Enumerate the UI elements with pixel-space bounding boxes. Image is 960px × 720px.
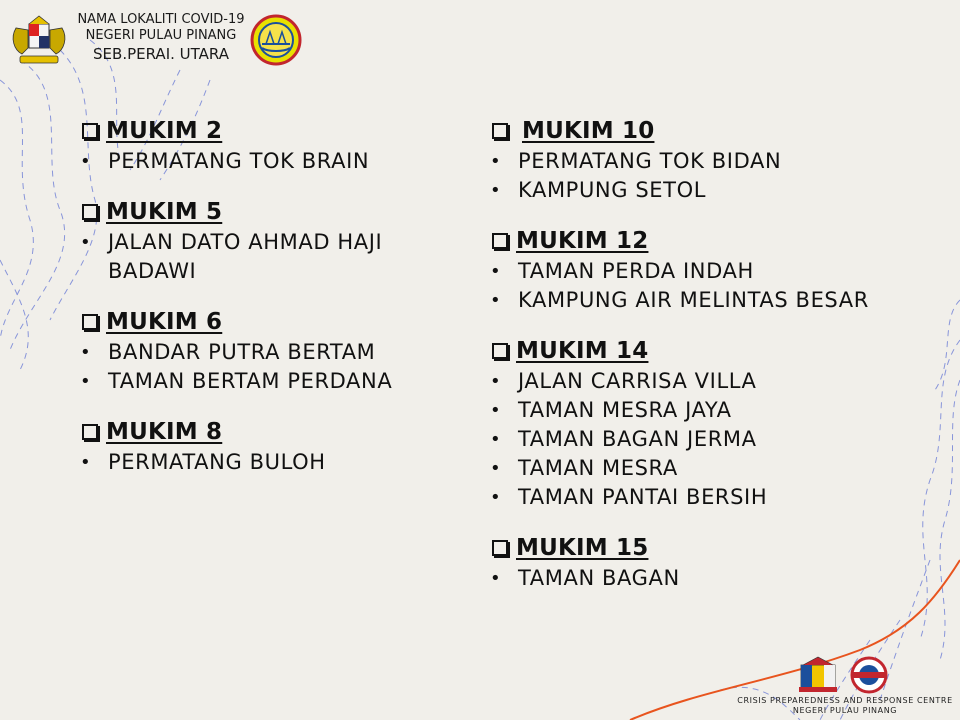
checkbox-icon: [82, 204, 98, 220]
list-item: • TAMAN MESRA JAYA: [490, 398, 732, 422]
mukim-title: MUKIM 2: [106, 118, 223, 144]
footer-text: [725, 696, 960, 716]
checkbox-icon: [492, 540, 508, 556]
footer-logos: [795, 655, 895, 695]
checkbox-icon: [492, 233, 508, 249]
list-item: • JALAN CARRISA VILLA: [490, 369, 757, 393]
list-item: • PERMATANG BULOH: [80, 450, 326, 474]
checkbox-icon: [492, 123, 508, 139]
footer-line-1: CRISIS PREPAREDNESS AND RESPONSE CENTRE: [737, 696, 953, 705]
mukim-group: [80, 115, 460, 176]
checkbox-icon: [82, 123, 98, 139]
mukim-group: [80, 196, 460, 286]
list-item: • JALAN DATO AHMAD HAJI BADAWI: [80, 230, 383, 283]
list-item: • TAMAN BERTAM PERDANA: [80, 369, 393, 393]
header-line-1: NAMA LOKALITI COVID-19: [77, 12, 245, 27]
mukim-title: MUKIM 5: [106, 199, 223, 225]
list-item: • TAMAN MESRA: [490, 456, 678, 480]
mukim-group: [490, 532, 910, 593]
mukim-title: MUKIM 15: [516, 535, 649, 561]
mukim-title: MUKIM 12: [516, 228, 649, 254]
list-item: • BANDAR PUTRA BERTAM: [80, 340, 376, 364]
list-item: • PERMATANG TOK BIDAN: [490, 149, 782, 173]
list-item: • TAMAN BAGAN: [490, 566, 680, 590]
cprc-logo-icon: [852, 658, 886, 692]
right-column: [490, 115, 910, 613]
list-item: • TAMAN BAGAN JERMA: [490, 427, 757, 451]
list-item: • KAMPUNG SETOL: [490, 178, 707, 202]
mukim-title: MUKIM 10: [522, 118, 655, 144]
penang-state-logo-icon: [250, 14, 302, 66]
malaysia-coat-of-arms-icon: [8, 14, 70, 68]
mukim-group: [490, 335, 910, 512]
header-line-2: NEGERI PULAU PINANG: [85, 28, 237, 43]
mukim-group: [490, 225, 910, 315]
header-line-3: SEB.PERAI. UTARA: [93, 45, 229, 63]
header-title: [72, 12, 250, 64]
footer-line-2: NEGERI PULAU PINANG: [792, 706, 898, 715]
mukim-group: [80, 306, 460, 396]
mukim-title: MUKIM 8: [106, 419, 223, 445]
list-item: • TAMAN PERDA INDAH: [490, 259, 754, 283]
list-item: • KAMPUNG AIR MELINTAS BESAR: [490, 288, 869, 312]
list-item: • PERMATANG TOK BRAIN: [80, 149, 370, 173]
mukim-title: MUKIM 6: [106, 309, 223, 335]
mukim-title: MUKIM 14: [516, 338, 649, 364]
checkbox-icon: [492, 343, 508, 359]
mukim-group: [490, 115, 910, 205]
mukim-group: [80, 416, 460, 477]
checkbox-icon: [82, 424, 98, 440]
list-item: • TAMAN PANTAI BERSIH: [490, 485, 768, 509]
checkbox-icon: [82, 314, 98, 330]
left-column: [80, 115, 460, 497]
penang-crest-icon: [799, 657, 837, 692]
